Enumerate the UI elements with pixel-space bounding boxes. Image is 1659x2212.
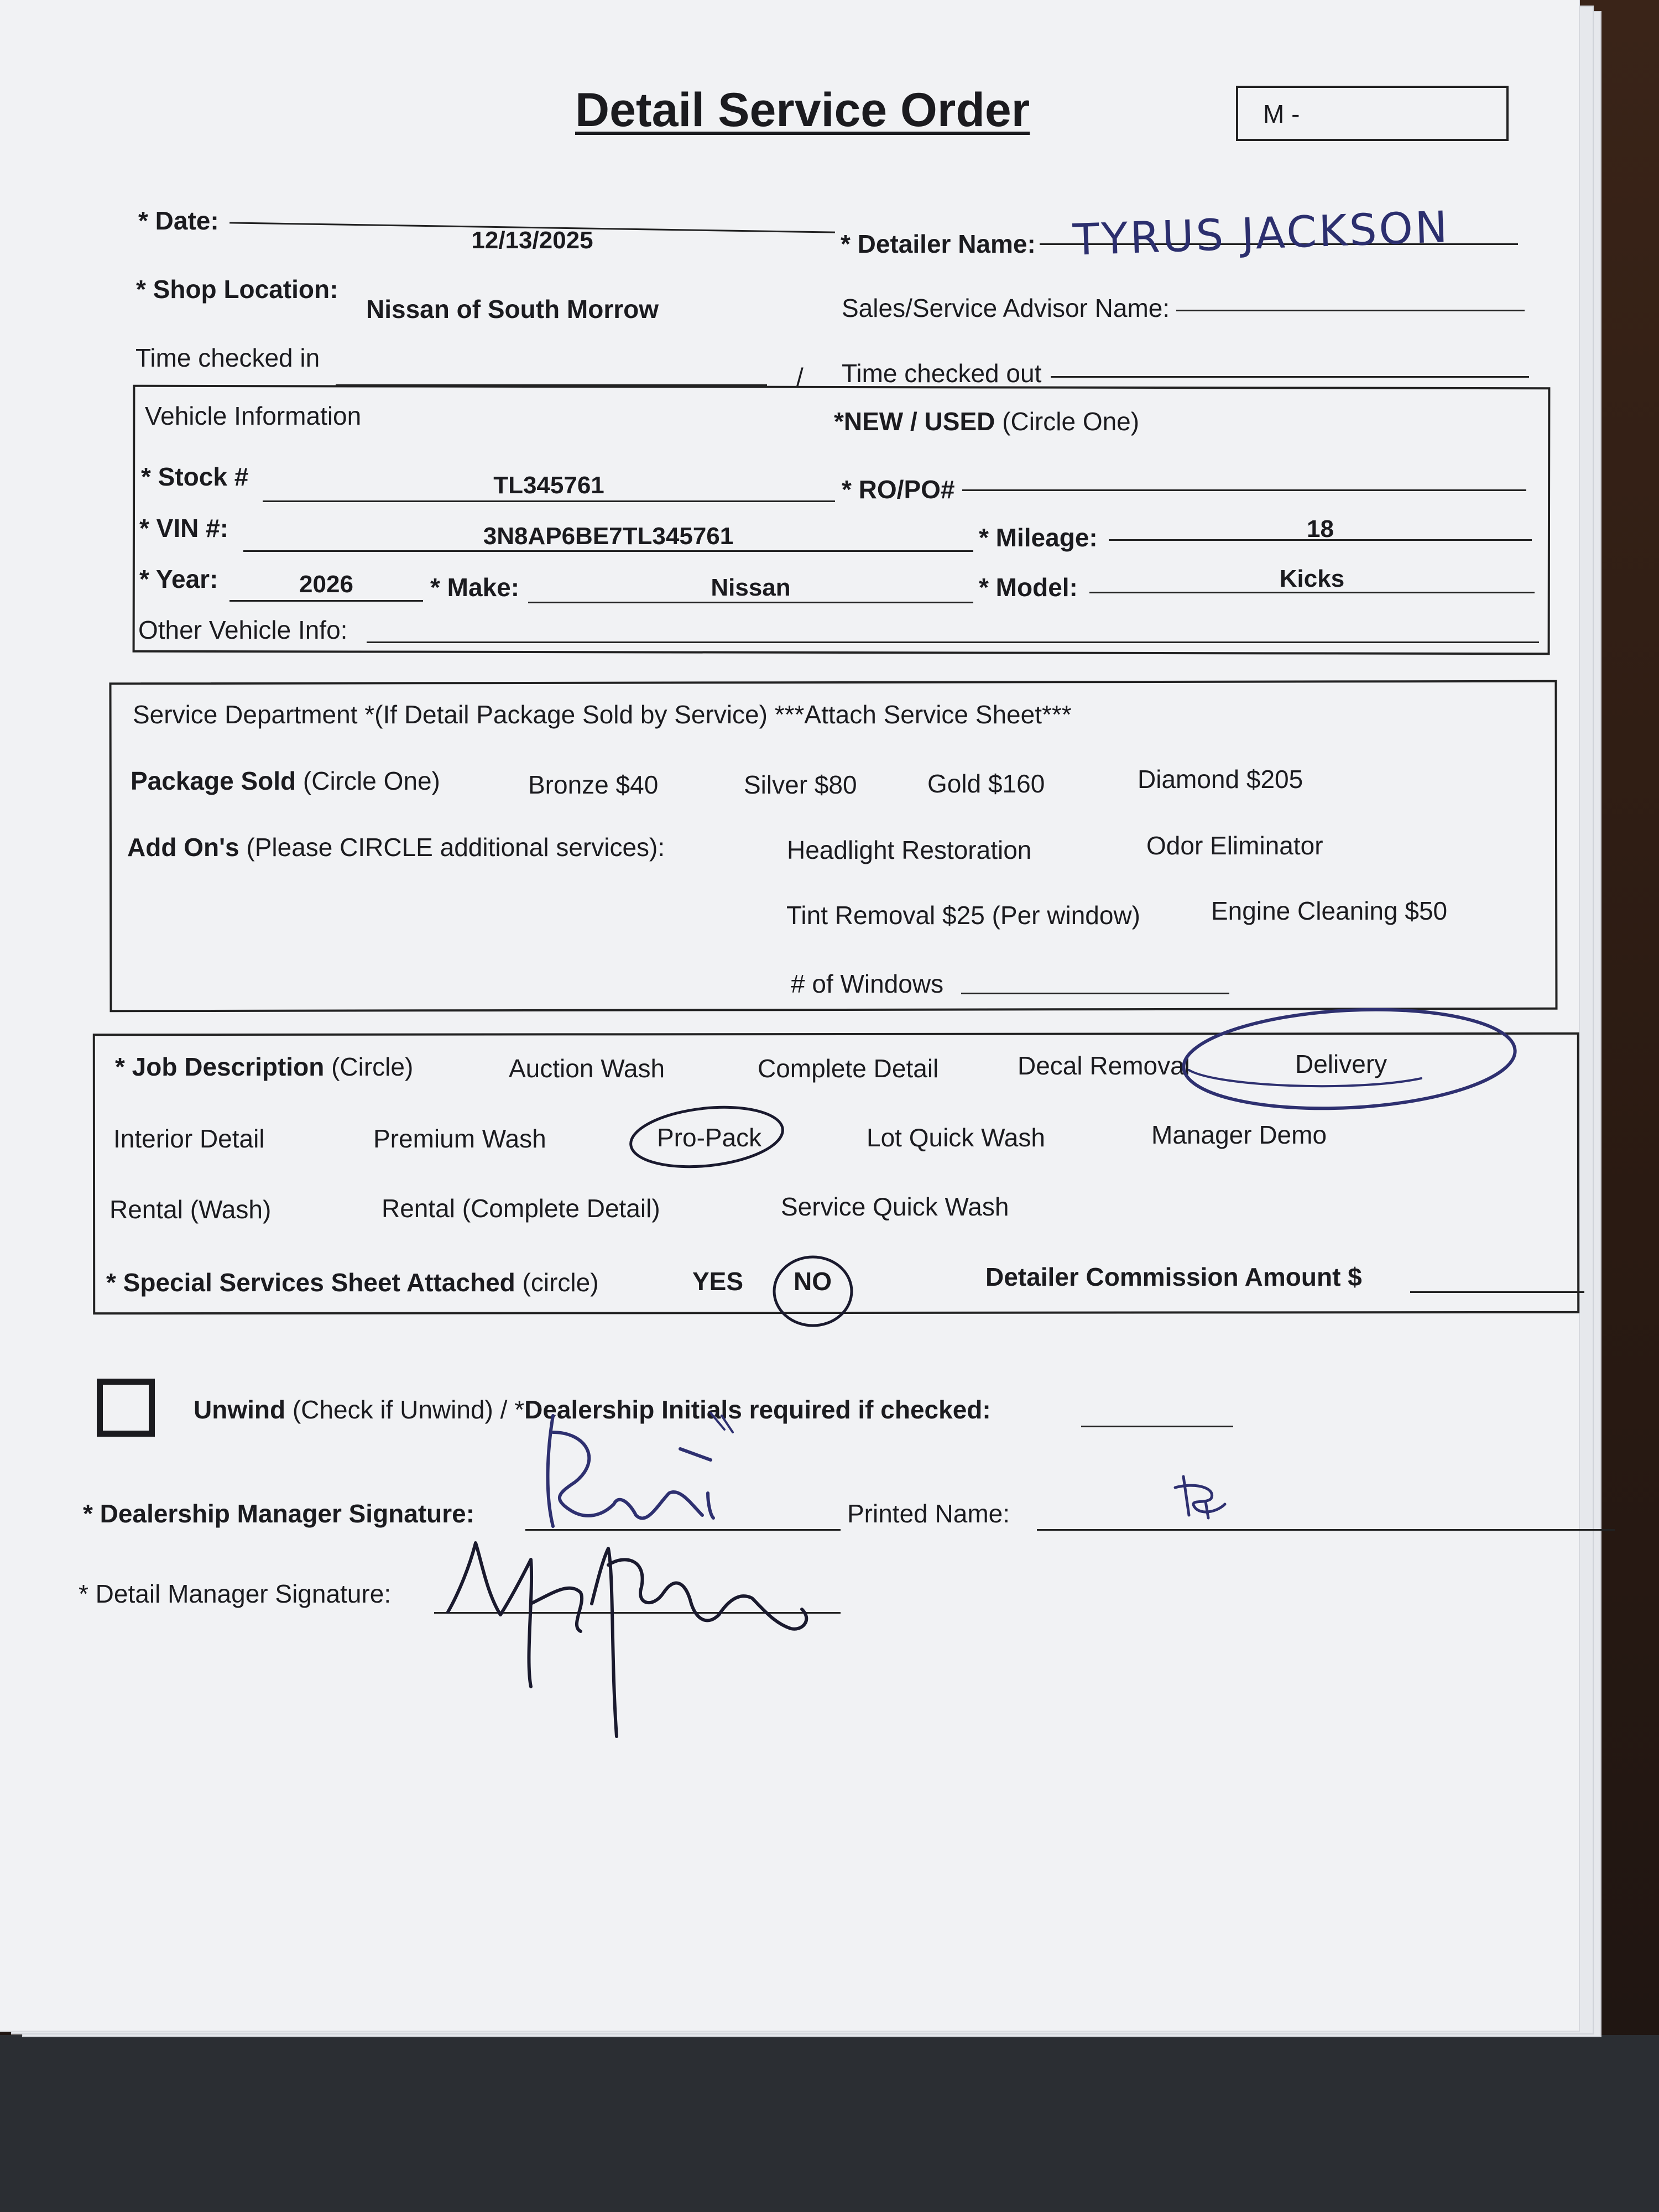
form-title: Detail Service Order (575, 84, 1030, 137)
advisor-name-label: Sales/Service Advisor Name: (842, 294, 1170, 322)
vin-value: 3N8AP6BE7TL345761 (483, 523, 734, 550)
commission-label: Detailer Commission Amount $ (985, 1262, 1362, 1291)
dealership-manager-signature (548, 1416, 713, 1526)
order-number-prefix: M - (1263, 100, 1300, 128)
printed-name-initials (1175, 1477, 1225, 1518)
date-value: 12/13/2025 (471, 227, 593, 254)
desk-floor (0, 2035, 1659, 2212)
no-circle (774, 1257, 852, 1326)
job-option-rental-wash[interactable]: Rental (Wash) (109, 1195, 272, 1224)
job-description-bold: * Job Description (115, 1052, 325, 1081)
stray-ink-marks (711, 1413, 733, 1432)
delivery-underline-stroke (1189, 1070, 1421, 1086)
job-description-note: (Circle) (331, 1052, 414, 1081)
shop-location-label: * Shop Location: (136, 275, 338, 304)
package-option-bronze[interactable]: Bronze $40 (528, 770, 659, 799)
special-services-yes[interactable]: YES (692, 1267, 744, 1296)
date-label: * Date: (138, 206, 219, 235)
detailer-name-handwritten: TYRUS JACKSON (1072, 202, 1451, 265)
pro-pack-circle (628, 1100, 785, 1173)
new-used-note: (Circle One) (1002, 407, 1140, 436)
model-label: * Model: (979, 573, 1078, 602)
job-option-complete-detail[interactable]: Complete Detail (758, 1054, 939, 1083)
addon-engine-cleaning[interactable]: Engine Cleaning $50 (1211, 896, 1448, 925)
delivery-circle (1181, 1001, 1517, 1116)
other-vehicle-info-label: Other Vehicle Info: (138, 615, 348, 644)
new-used-label: *NEW / USED (834, 407, 995, 436)
vin-label: * VIN #: (139, 514, 229, 542)
stock-label: * Stock # (141, 462, 249, 491)
addon-odor-eliminator[interactable]: Odor Eliminator (1146, 831, 1323, 860)
vehicle-info-heading: Vehicle Information (145, 401, 362, 430)
model-value: Kicks (1279, 565, 1345, 592)
shop-location-value: Nissan of South Morrow (366, 295, 659, 324)
job-option-service-quick-wash[interactable]: Service Quick Wash (781, 1192, 1009, 1221)
make-label: * Make: (430, 573, 520, 602)
job-option-manager-demo[interactable]: Manager Demo (1151, 1120, 1327, 1149)
package-option-silver[interactable]: Silver $80 (744, 770, 857, 799)
service-dept-header: Service Department *(If Detail Package Sold by Service) ***Attach Service Sheet*** (133, 700, 1072, 729)
year-value: 2026 (299, 571, 353, 598)
job-option-interior-detail[interactable]: Interior Detail (113, 1124, 265, 1153)
package-option-diamond[interactable]: Diamond $205 (1138, 765, 1303, 794)
printed-name-label: Printed Name: (847, 1499, 1010, 1528)
add-ons-note: (Please CIRCLE additional services): (246, 833, 665, 862)
job-option-rental-complete-detail[interactable]: Rental (Complete Detail) (382, 1194, 660, 1223)
unwind-initials-required: Dealership Initials required if checked: (524, 1395, 991, 1424)
special-services-bold: * Special Services Sheet Attached (106, 1268, 515, 1297)
year-label: * Year: (139, 565, 218, 593)
package-sold-bold: Package Sold (131, 766, 296, 795)
add-ons-bold: Add On's (127, 833, 239, 862)
job-option-pro-pack[interactable]: Pro-Pack (657, 1123, 762, 1152)
package-option-gold[interactable]: Gold $160 (927, 769, 1045, 798)
mileage-value: 18 (1307, 515, 1334, 542)
job-option-decal-removal[interactable]: Decal Removal (1018, 1051, 1190, 1080)
stock-value: TL345761 (493, 472, 604, 499)
mileage-label: * Mileage: (979, 523, 1098, 552)
time-out-label: Time checked out (842, 359, 1042, 388)
special-services-note: (circle) (522, 1268, 599, 1297)
job-option-lot-quick-wash[interactable]: Lot Quick Wash (867, 1123, 1045, 1152)
package-sold-note: (Circle One) (302, 766, 440, 795)
detail-manager-signature-label: * Detail Manager Signature: (79, 1579, 392, 1608)
dealership-manager-signature-label: * Dealership Manager Signature: (83, 1499, 475, 1528)
windows-count-label: # of Windows (791, 969, 944, 998)
addon-headlight-restoration[interactable]: Headlight Restoration (787, 836, 1032, 864)
time-separator: / (796, 363, 804, 392)
job-option-delivery[interactable]: Delivery (1295, 1050, 1387, 1078)
job-option-premium-wash[interactable]: Premium Wash (373, 1124, 546, 1153)
special-services-no[interactable]: NO (794, 1267, 832, 1296)
unwind-bold: Unwind (194, 1395, 286, 1424)
addon-tint-removal[interactable]: Tint Removal $25 (Per window) (786, 901, 1140, 930)
make-value: Nissan (711, 574, 791, 601)
ro-po-label: * RO/PO# (842, 475, 955, 504)
unwind-note: (Check if Unwind) / * (292, 1395, 525, 1424)
time-in-label: Time checked in (135, 343, 320, 372)
job-option-auction-wash[interactable]: Auction Wash (509, 1054, 665, 1083)
detailer-name-label: * Detailer Name: (841, 229, 1036, 258)
detail-manager-signature (448, 1543, 806, 1736)
